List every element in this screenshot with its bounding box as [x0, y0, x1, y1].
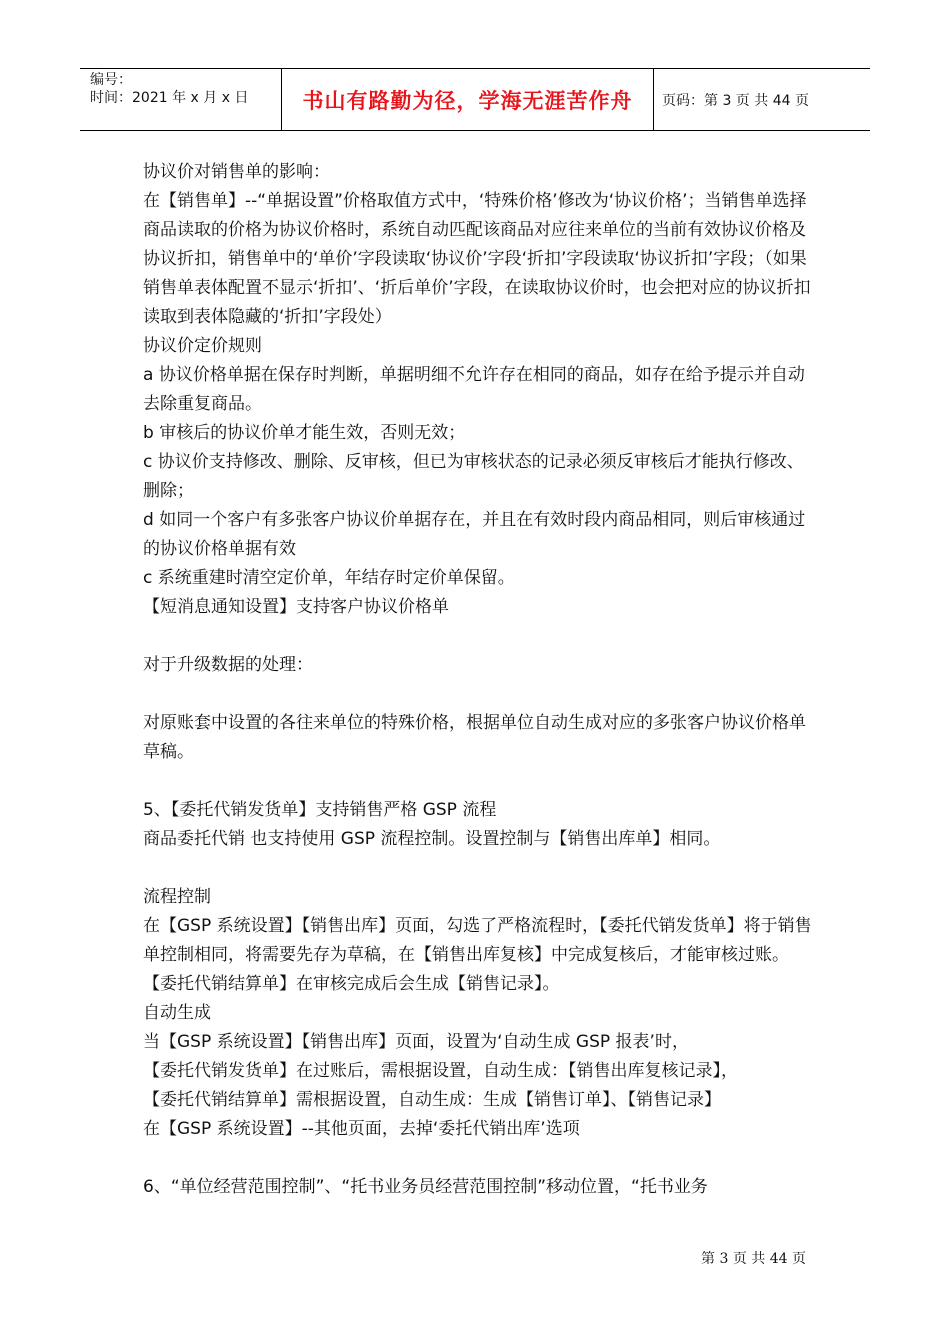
header-motto: 书山有路勤为径，学海无涯苦作舟: [282, 69, 654, 130]
paragraph: 自动生成: [143, 1003, 211, 1023]
paragraph: c 系统重建时清空定价单，年结存时定价单保留。: [143, 568, 515, 588]
header-page-code: 页码：第 3 页 共 44 页: [662, 92, 809, 109]
paragraph: b 审核后的协议价单才能生效，否则无效；: [143, 423, 466, 443]
paragraph: 【短消息通知设置】支持客户协议价格单: [143, 597, 449, 617]
paragraph: 流程控制: [143, 887, 211, 907]
header-number-label: 编号：: [90, 72, 132, 88]
blank-line: [143, 854, 813, 883]
blank-line: [143, 680, 813, 709]
blank-line: [143, 1144, 813, 1173]
paragraph: 当【GSP 系统设置】【销售出库】页面，设置为‘自动生成 GSP 报表’时，: [143, 1032, 689, 1052]
document-body: [143, 158, 813, 1202]
paragraph: 对于升级数据的处理：: [143, 655, 313, 675]
paragraph: 6、“单位经营范围控制”、“托书业务员经营范围控制”移动位置，“托书业务: [143, 1177, 708, 1197]
paragraph: 在【GSP 系统设置】--其他页面，去掉‘委托代销出库’选项: [143, 1119, 580, 1139]
paragraph: 5、【委托代销发货单】支持销售严格 GSP 流程: [143, 800, 497, 820]
paragraph: 商品委托代销 也支持使用 GSP 流程控制。设置控制与【销售出库单】相同。: [143, 829, 721, 849]
paragraph: 在【销售单】--“单据设置”价格取值方式中，‘特殊价格’修改为‘协议价格’；当销售单选择商品读取的价格为协议价格时，系统自动匹配该商品对应往来单位的当前有效协议价格及协议折扣，销售单中的‘单价’字段读取‘协议价’字段‘折扣’字段读取‘协议折扣’字段；（如果销售单表体配置不显示‘折扣’、‘折后单价’字段，在读取协议价时，也会把对应的协议折扣读取到表体隐藏的‘折扣’字段处）: [143, 191, 811, 327]
page-header: [80, 68, 870, 131]
header-meta: [80, 69, 282, 130]
header-time-label: 时间：2021 年 x 月 x 日: [90, 90, 249, 106]
page-footer: 第 3 页 共 44 页: [701, 1251, 806, 1267]
paragraph: 协议价对销售单的影响：: [143, 162, 330, 182]
paragraph: a 协议价格单据在保存时判断，单据明细不允许存在相同的商品，如存在给予提示并自动去除重复商品。: [143, 365, 805, 414]
paragraph: 协议价定价规则: [143, 336, 262, 356]
blank-line: [143, 767, 813, 796]
paragraph: 【委托代销结算单】需根据设置，自动生成：生成【销售订单】、【销售记录】: [143, 1090, 721, 1110]
paragraph: 对原账套中设置的各往来单位的特殊价格，根据单位自动生成对应的多张客户协议价格单草稿。: [143, 713, 806, 762]
blank-line: [143, 622, 813, 651]
paragraph: 在【GSP 系统设置】【销售出库】页面，勾选了严格流程时，【委托代销发货单】将于销售单控制相同，将需要先存为草稿，在【销售出库复核】中完成复核后，才能审核过账。【委托代销结算单】在审核完成后会生成【销售记录】。: [143, 916, 812, 994]
paragraph: 【委托代销发货单】在过账后，需根据设置，自动生成：【销售出库复核记录】，: [143, 1061, 738, 1081]
paragraph: d 如同一个客户有多张客户协议价单据存在，并且在有效时段内商品相同，则后审核通过的协议价格单据有效: [143, 510, 806, 559]
paragraph: c 协议价支持修改、删除、反审核，但已为审核状态的记录必须反审核后才能执行修改、删除；: [143, 452, 804, 501]
